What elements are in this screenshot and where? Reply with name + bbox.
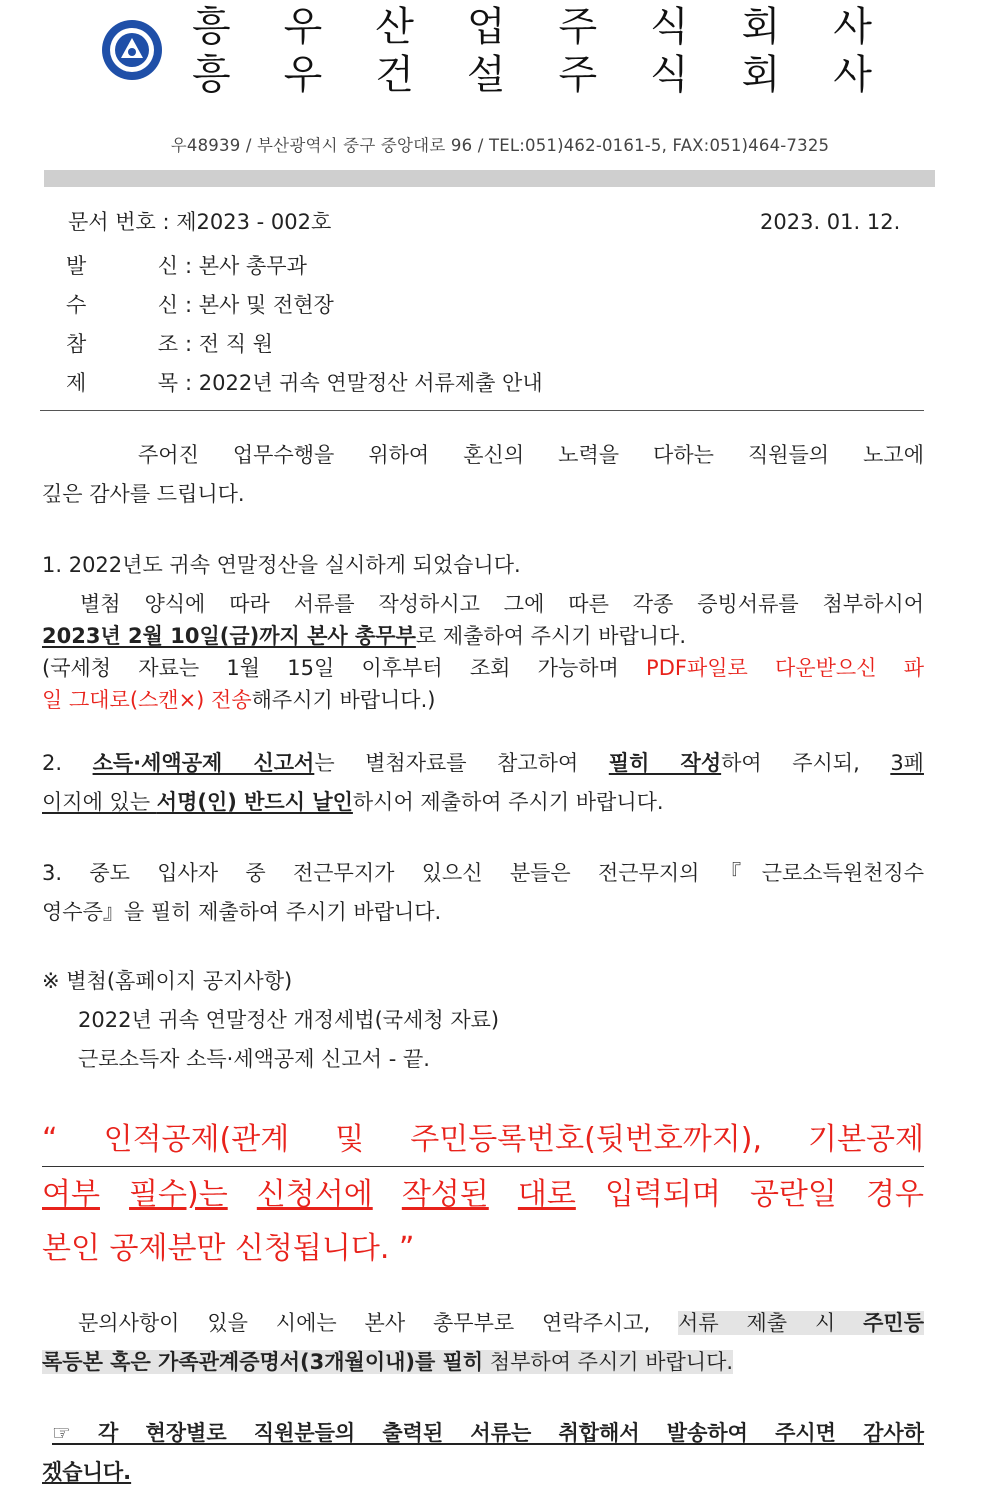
document-number: 문서 번호 : 제2023 - 002호 [68, 210, 332, 234]
item-1-line-2: 별첨 양식에 따라 서류를 작성하시고 그에 따른 각종 증빙서류를 첨부하시어 [80, 592, 924, 616]
item-2-line-1: 2. 소득·세액공제 신고서는 별첨자료를 참고하여 필히 작성하여 주시되, 3페 [42, 751, 924, 775]
header-rule [40, 410, 924, 411]
item-3-line-2: 영수증』을 필히 제출하여 주시기 바랍니다. [42, 900, 442, 924]
contact-line-1: 문의사항이 있을 시에는 본사 총무부로 연락주시고, 서류 제출 시 주민등 [78, 1311, 924, 1335]
header-divider-bar [44, 170, 935, 187]
attachments-title: ※ 별첨(홈페이지 공지사항) [42, 969, 293, 993]
final-request-line-1: ☞ 각 현장별로 직원분들의 출력된 서류는 취합해서 발송하여 주시면 감사하 [52, 1421, 924, 1445]
item-1-title: 1. 2022년도 귀속 연말정산을 실시하게 되었습니다. [42, 553, 521, 577]
attachment-item-2: 근로소득자 소득·세액공제 신고서 - 끝. [78, 1047, 430, 1071]
reference-label: 참 조 [66, 332, 178, 356]
pdf-instruction: PDF파일로 다운받으신 파 [646, 656, 924, 680]
item-1-line-3: 2023년 2월 10일(금)까지 본사 총무부로 제출하여 주시기 바랍니다. [42, 624, 687, 648]
greeting-line-1: 주어진 업무수행을 위하여 혼신의 노력을 다하는 직원들의 노고에 [138, 443, 924, 467]
sender-value: : 본사 총무과 [185, 254, 307, 278]
notice-line-1: “ 인적공제(관계 및 주민등록번호(뒷번호까지), 기본공제 [42, 1114, 924, 1167]
contact-line-2: 록등본 혹은 가족관계증명서(3개월이내)를 필히 첨부하여 주시기 바랍니다. [42, 1350, 734, 1374]
notice-line-3: 본인 공제분만 신청됩니다. ” [42, 1231, 415, 1266]
item-1-note-line-2: 일 그대로(스캔×) 전송해주시기 바랍니다.) [42, 688, 436, 712]
subject-value: : 2022년 귀속 연말정산 서류제출 안내 [185, 371, 543, 395]
important-notice [42, 1114, 924, 1275]
item-1-note-line-1: (국세청 자료는 1월 15일 이후부터 조회 가능하며 PDF파일로 다운받으신 파 [42, 656, 924, 680]
document-date: 2023. 01. 12. [760, 210, 901, 234]
recipient-label: 수 신 [66, 293, 178, 317]
company-name-line-1: 흥 우 산 업 주 식 회 사 [192, 4, 872, 50]
greeting-line-2: 깊은 감사를 드립니다. [42, 482, 245, 506]
signature-requirement: 서명(인) 반드시 날인 [156, 790, 353, 814]
notice-line-2: 여부 필수)는 신청서에 작성된 대로 입력되며 공란일 경우 [42, 1177, 924, 1212]
final-request-line-2: 겠습니다. [42, 1460, 132, 1484]
deadline-text: 2023년 2월 10일(금)까지 본사 총무부 [42, 624, 416, 648]
subject-label: 제 목 [66, 371, 178, 395]
item-3-line-1: 3. 중도 입사자 중 전근무지가 있으신 분들은 전근무지의『근로소득원천징수 [42, 861, 924, 885]
attachment-item-1: 2022년 귀속 연말정산 개정세법(국세청 자료) [78, 1008, 500, 1032]
company-address: 우48939 / 부산광역시 중구 중앙대로 96 / TEL:051)462-0161-5, FAX:051)464-7325 [170, 136, 830, 155]
company-name-line-2: 흥 우 건 설 주 식 회 사 [192, 52, 872, 98]
company-logo-icon [100, 18, 164, 82]
item-2-line-2: 이지에 있는 서명(인) 반드시 날인하시어 제출하여 주시기 바랍니다. [42, 790, 664, 814]
required-documents: 록등본 혹은 가족관계증명서(3개월이내)를 필히 [42, 1350, 484, 1374]
reference-value: : 전 직 원 [185, 332, 273, 356]
tax-form-name: 소득·세액공제 신고서 [92, 751, 315, 775]
recipient-value: : 본사 및 전현장 [185, 293, 334, 317]
sender-label: 발 신 [66, 254, 178, 278]
